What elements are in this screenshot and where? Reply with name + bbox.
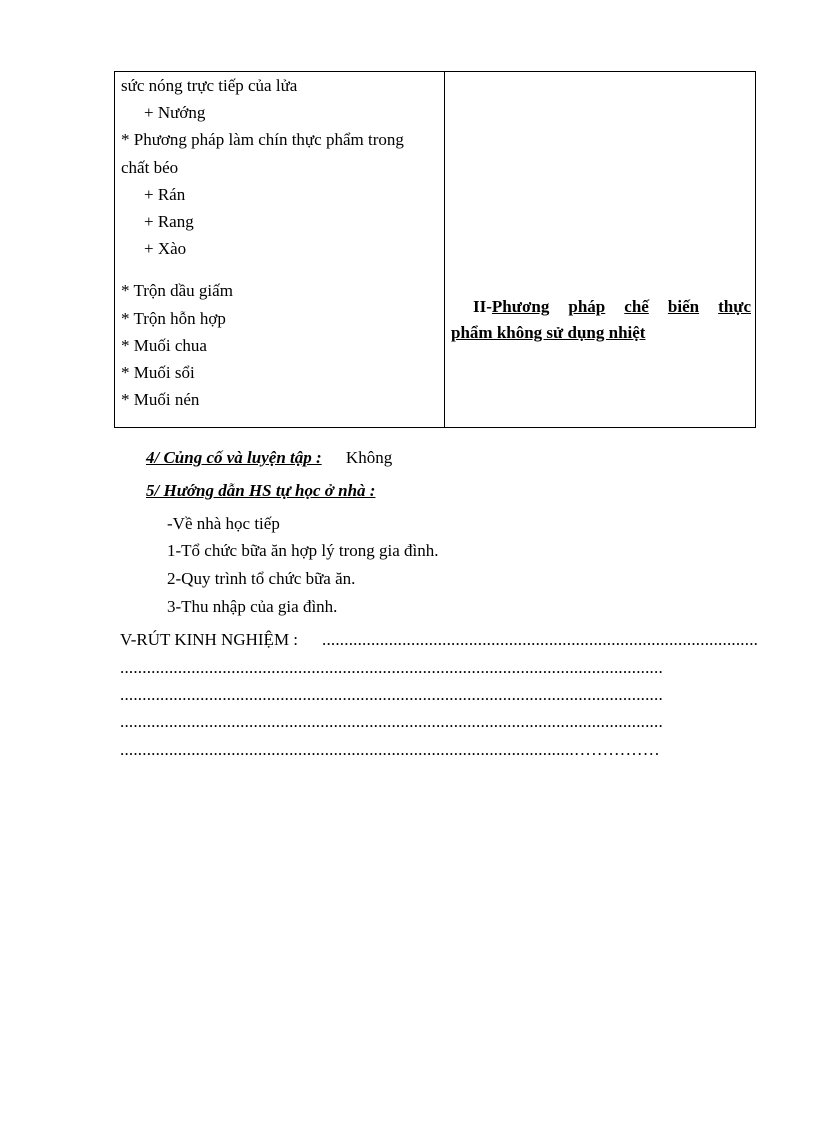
dotted-line: ......................................................................................................…………… xyxy=(120,740,660,759)
table-right-cell xyxy=(445,72,755,427)
dotted-line: .......................................................................................................................... xyxy=(120,712,663,731)
lesson-table xyxy=(114,71,756,428)
list-item: -Về nhà học tiếp xyxy=(167,514,280,533)
list-item: 1-Tổ chức bữa ăn hợp lý trong gia đình. xyxy=(167,541,439,560)
heading-prefix: II- xyxy=(473,297,492,316)
text-line: * Muối nén xyxy=(121,390,200,409)
section4-row xyxy=(146,448,392,468)
list-item: 3-Thu nhập của gia đình. xyxy=(167,597,338,616)
text-line: * Phương pháp làm chín thực phẩm trong xyxy=(121,130,404,149)
text-line: + Rang xyxy=(144,212,194,231)
heading-word: thực xyxy=(718,297,751,316)
heading-line2: phẩm không sử dụng nhiệt xyxy=(451,323,646,342)
experience-label: V-RÚT KINH NGHIỆM : xyxy=(120,630,299,649)
table-left-cell xyxy=(115,72,445,427)
heading-word: biến xyxy=(667,297,700,316)
heading-word: pháp xyxy=(568,297,606,316)
text-line: + Rán xyxy=(144,185,186,204)
heading-word: Phương xyxy=(491,297,550,316)
dotted-line: .......................................................................................................................... xyxy=(120,685,663,704)
section4-label: 4/ Củng cố và luyện tập : xyxy=(146,448,322,467)
section4-value: Không xyxy=(345,448,393,467)
section5-label-text: 5/ Hướng dẫn HS tự học ở nhà : xyxy=(146,481,376,500)
section-heading xyxy=(451,294,751,346)
text-line: * Trộn hỗn hợp xyxy=(121,309,226,328)
section5-label xyxy=(146,481,375,501)
text-line: + Xào xyxy=(144,239,187,258)
dotted-line: .......................................................................................................................... xyxy=(120,658,663,677)
dotted-line: .................................................................................................. xyxy=(322,630,759,649)
text-line: sức nóng trực tiếp của lửa xyxy=(121,76,298,95)
text-line: * Muối chua xyxy=(121,336,207,355)
text-line: + Nướng xyxy=(144,103,206,122)
list-item: 2-Quy trình tổ chức bữa ăn. xyxy=(167,569,356,588)
heading-word: chế xyxy=(624,297,649,316)
text-line: * Trộn dầu giấm xyxy=(121,281,233,300)
text-line: chất béo xyxy=(121,158,179,177)
text-line: * Muối sổi xyxy=(121,363,195,382)
